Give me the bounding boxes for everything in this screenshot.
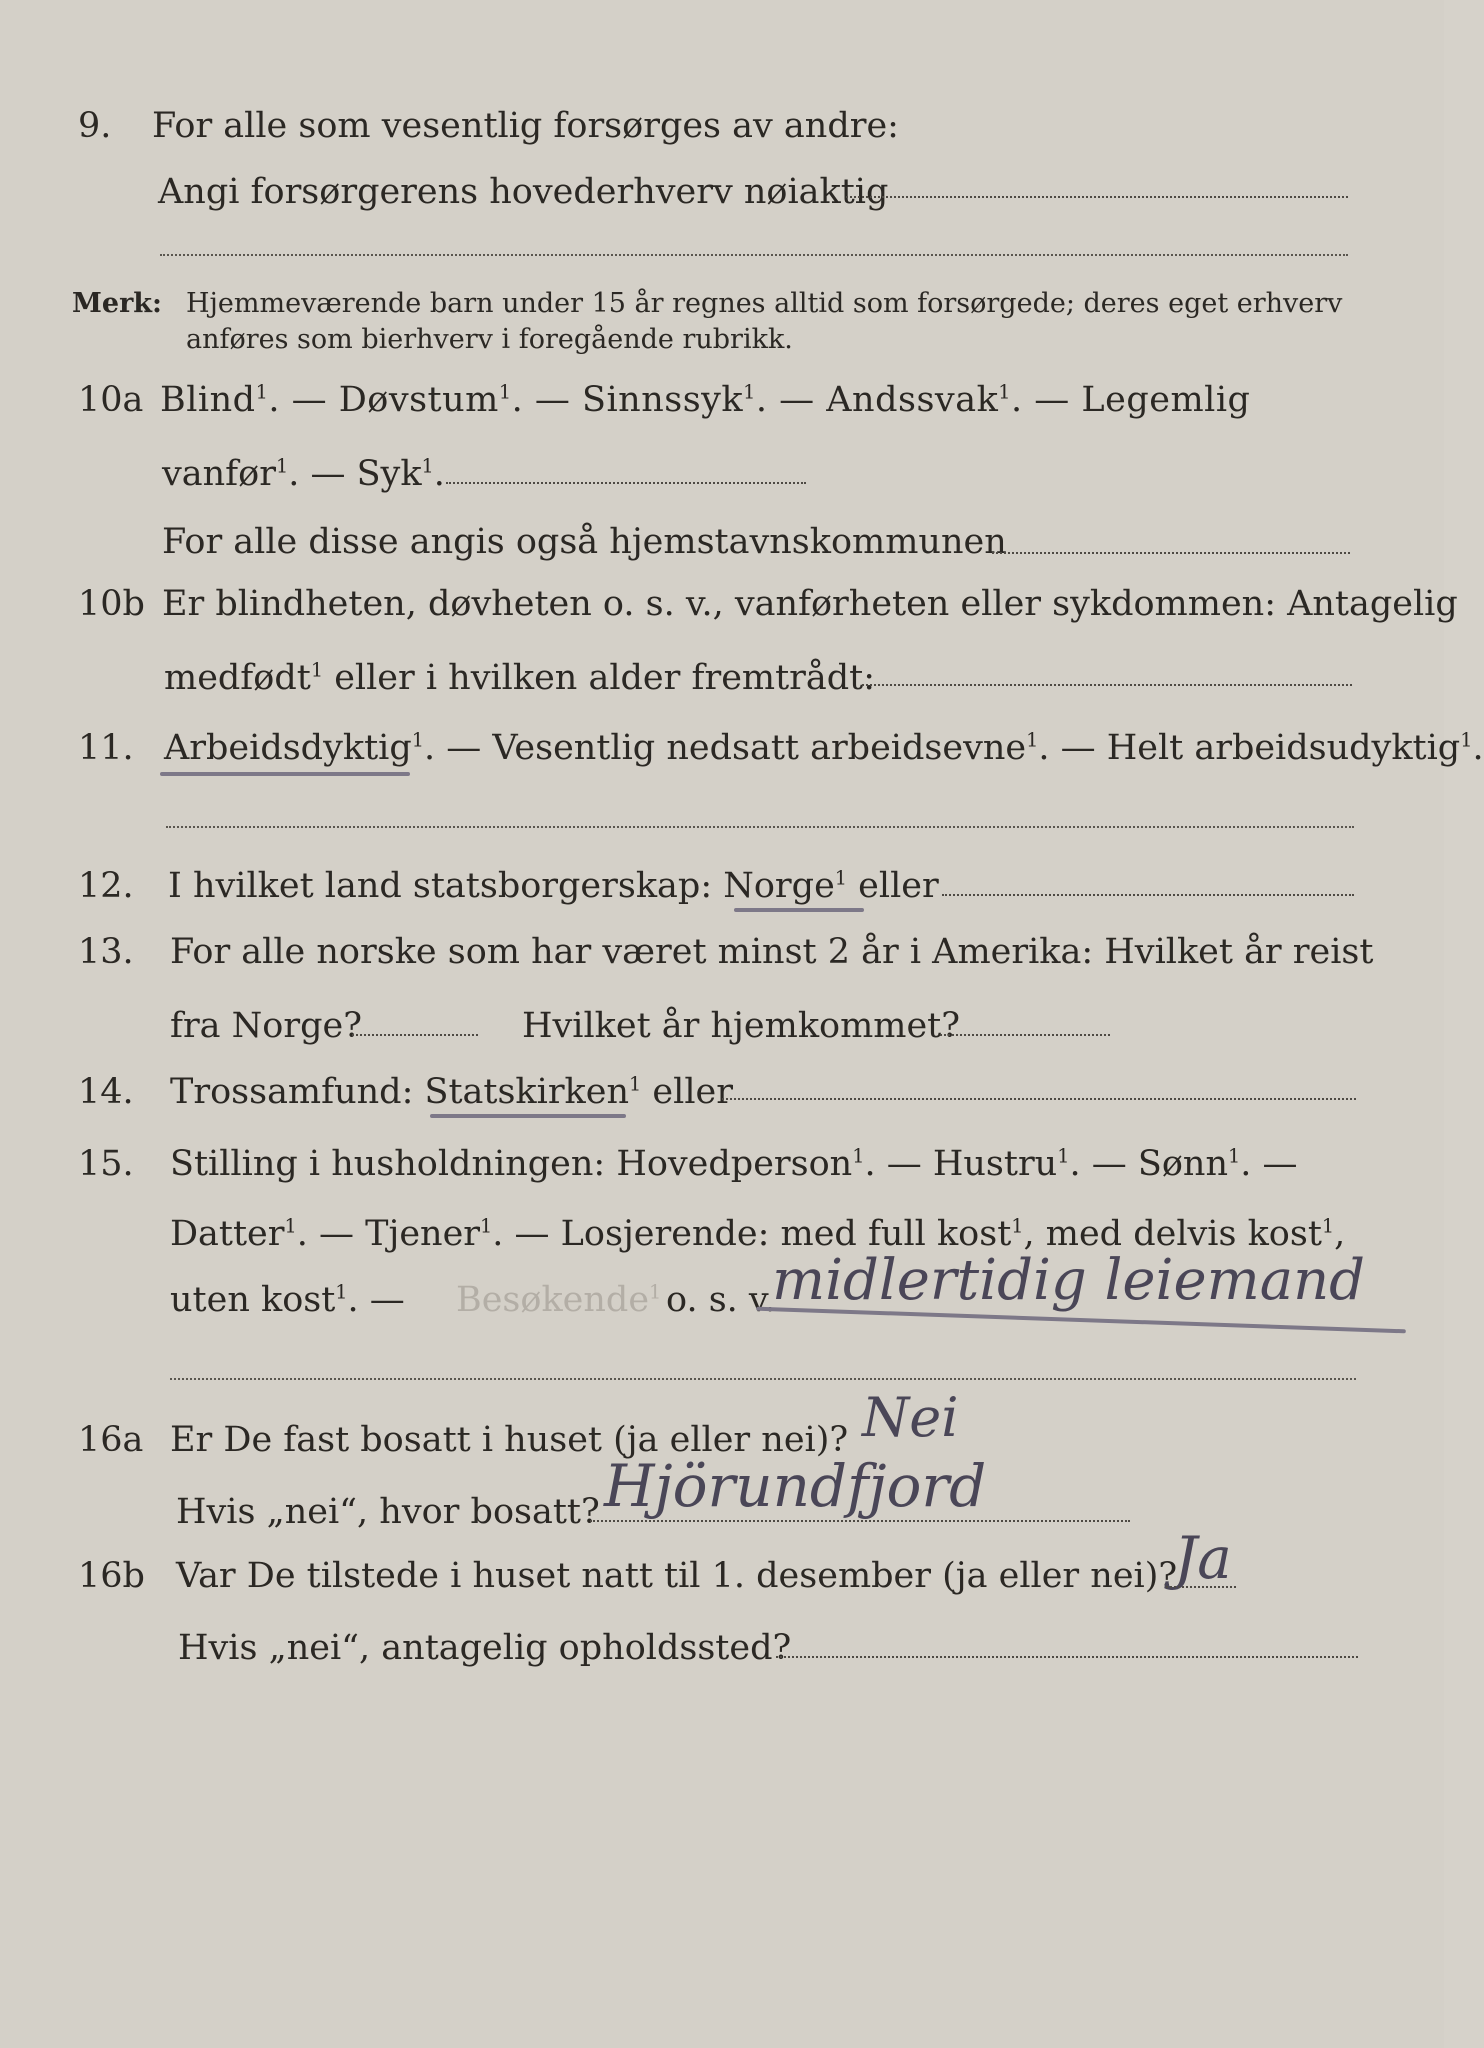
q13-departed-field[interactable] — [352, 1034, 478, 1036]
q9-question-2: Angi forsørgerens hovederhverv nøiaktig — [158, 172, 889, 212]
q10b-question-2: medfødt$^1$ eller i hvilken alder fremtrådt: — [164, 658, 876, 698]
q13-departed-label: fra Norge? — [170, 1006, 362, 1046]
q16b-question-2: Hvis „nei“, antagelig opholdssted? — [178, 1628, 792, 1668]
q12-question: I hvilket land statsborgerskap: Norge$^1$ eller — [168, 866, 939, 906]
q13-number: 13. — [78, 932, 134, 972]
q11-underline-mark — [160, 772, 410, 776]
q10a-question: For alle disse angis også hjemstavnskommunen — [162, 522, 1007, 562]
q15-number: 15. — [78, 1144, 134, 1184]
q10a-options-2: vanfør$^1$. — Syk$^1$. — [162, 454, 445, 494]
q16a-question-2: Hvis „nei“, hvor bosatt? — [176, 1492, 600, 1532]
note-text: Hjemmeværende barn under 15 år regnes alltid som forsørgede; deres eget erhverv — [186, 288, 1343, 319]
q13-returned-label: Hvilket år hjemkommet? — [522, 1006, 961, 1046]
q13-question: For alle norske som har været minst 2 år i Amerika: Hvilket år reist — [170, 932, 1374, 972]
note-label: Merk: — [72, 288, 162, 319]
q16a-question: Er De fast bosatt i huset (ja eller nei)? — [170, 1420, 849, 1460]
q9-answer-field[interactable] — [846, 196, 1348, 198]
q15-options-3: uten kost$^1$. — — [170, 1280, 405, 1320]
q10b-question: Er blindheten, døvheten o. s. v., vanførheten eller sykdommen: Antagelig — [162, 584, 1458, 624]
q14-answer-field[interactable] — [722, 1098, 1356, 1100]
q15-options: Stilling i husholdningen: Hovedperson$^1$. — Hustru$^1$. — Sønn$^1$. — — [170, 1144, 1298, 1184]
q16b-number: 16b — [78, 1556, 145, 1596]
q14-question: Trossamfund: Statskirken$^1$ eller — [170, 1072, 733, 1112]
q15-answer-field[interactable] — [170, 1378, 1356, 1380]
q16b-question: Var De tilstede i huset natt til 1. desember (ja eller nei)? — [176, 1556, 1178, 1596]
q12-number: 12. — [78, 866, 134, 906]
q16b-handwritten-answer: Ja — [1174, 1524, 1232, 1592]
q10b-answer-field[interactable] — [862, 684, 1352, 686]
q15-options-2: Datter$^1$. — Tjener$^1$. — Losjerende: med full kost$^1$, med delvis kost$^1$, — [170, 1214, 1346, 1254]
q9-question: For alle som vesentlig forsørges av andre: — [152, 106, 899, 146]
q10a-answer-field[interactable] — [446, 482, 806, 484]
q15-options-etc: o. s. v. — [666, 1280, 776, 1320]
q10a-options: Blind$^1$. — Døvstum$^1$. — Sinnssyk$^1$. — Andssvak$^1$. — Legemlig — [160, 380, 1251, 420]
q9-number: 9. — [78, 106, 112, 146]
q12-underline-mark — [734, 908, 864, 912]
q11-number: 11. — [78, 728, 134, 768]
q10b-number: 10b — [78, 584, 145, 624]
q10a-hometown-field[interactable] — [992, 552, 1350, 554]
q16a-handwritten-residence: Hjörundfjord — [604, 1452, 987, 1520]
q10a-number: 10a — [78, 380, 144, 420]
q11-answer-field[interactable] — [166, 826, 1354, 828]
note-text-2: anføres som bierhverv i foregående rubrikk. — [186, 324, 793, 355]
q15-option-visitor: Besøkende$^1$ — [456, 1280, 662, 1320]
q13-returned-field[interactable] — [940, 1034, 1110, 1036]
q14-number: 14. — [78, 1072, 134, 1112]
q16a-number: 16a — [78, 1420, 144, 1460]
q16a-handwritten-answer: Nei — [862, 1386, 959, 1449]
q16b-answer-field[interactable] — [1166, 1586, 1236, 1588]
q15-handwritten-answer: midlertidig leiemand — [772, 1248, 1366, 1313]
q12-answer-field[interactable] — [942, 894, 1354, 896]
q11-options: Arbeidsdyktig$^1$. — Vesentlig nedsatt arbeidsevne$^1$. — Helt arbeidsudyktig$^1$. — [164, 728, 1484, 768]
q9-answer-field-2[interactable] — [160, 254, 1348, 256]
q16b-whereabouts-field[interactable] — [776, 1656, 1358, 1658]
q14-underline-mark — [430, 1114, 626, 1118]
q16a-residence-field[interactable] — [590, 1520, 1130, 1522]
